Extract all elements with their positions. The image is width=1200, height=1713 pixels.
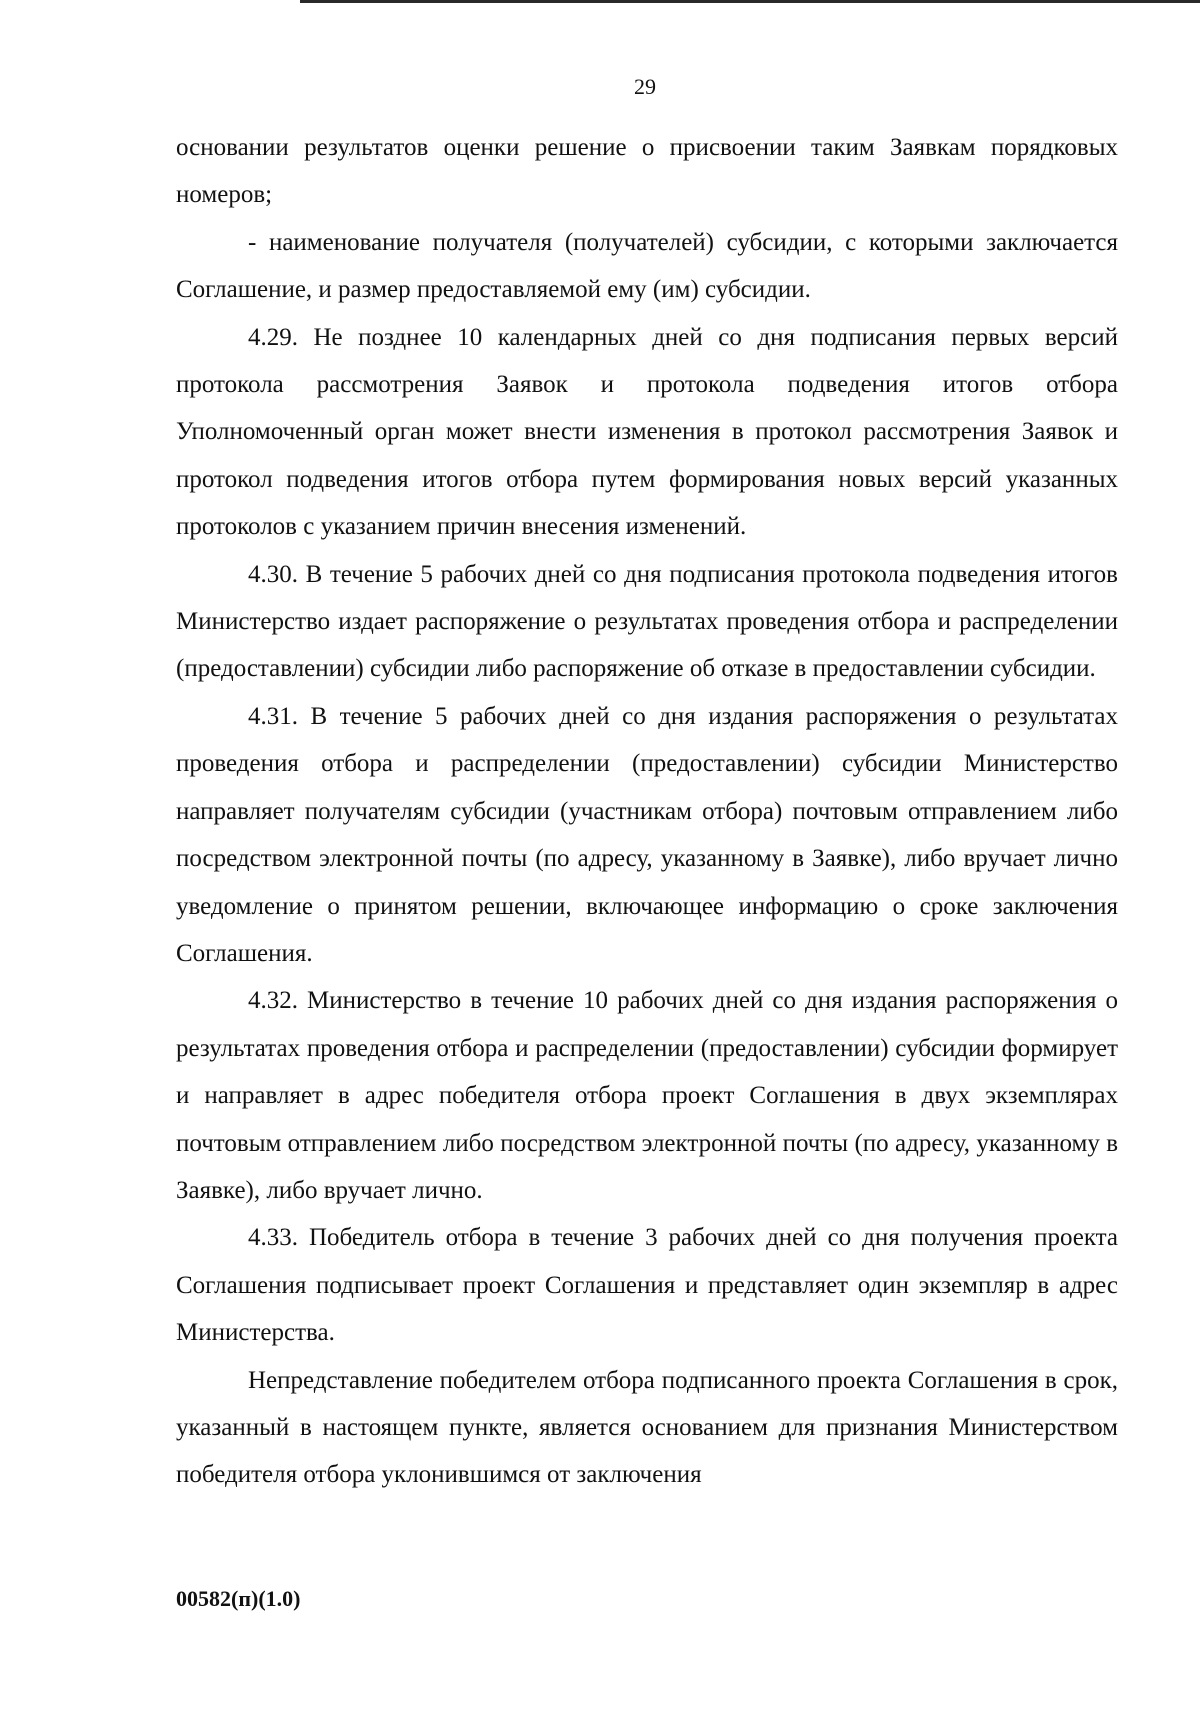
- page-number: 29: [634, 74, 656, 99]
- paragraph-4-31: 4.31. В течение 5 рабочих дней со дня издания распоряжения о результатах проведения отбора и распределении (предоставлении) субсидии Министерство направляет получателям субсидии (участникам отбора) почтовым отправлением либо посредством электронной почты (по адресу, указанному в Заявке), либо вручает лично уведомление о принятом решении, включающее информацию о сроке заключения Соглашения.: [176, 702, 1118, 967]
- paragraph-continuation: основании результатов оценки решение о присвоении таким Заявкам порядковых номеров;: [176, 134, 1118, 209]
- paragraph-non-submission: Непредставление победителем отбора подписанного проекта Соглашения в срок, указанный в настоящем пункте, является основанием для признания Министерством победителя отбора уклонившимся от заключения: [176, 1366, 1118, 1489]
- paragraph-recipient-item: - наименование получателя (получателей) субсидии, с которыми заключается Соглашение, и размер предоставляемой ему (им) субсидии.: [176, 228, 1118, 304]
- document-code: 00582(п)(1.0): [176, 1586, 301, 1611]
- paragraph-4-32: 4.32. Министерство в течение 10 рабочих дней со дня издания распоряжения о результатах проведения отбора и распределении (предоставлении) субсидии формирует и направляет в адрес победителя отбора проект Соглашения в двух экземплярах почтовым отправлением либо посредством электронной почты (по адресу, указанному в Заявке), либо вручает лично.: [176, 987, 1118, 1204]
- top-scan-border: [300, 0, 1200, 3]
- document-body: [176, 124, 1118, 1499]
- paragraph-4-29: 4.29. Не позднее 10 календарных дней со дня подписания первых версий протокола рассмотрения Заявок и протокола подведения итогов отбора Уполномоченный орган может внести изменения в протокол рассмотрения Заявок и протокол подведения итогов отбора путем формирования новых версий указанных протоколов с указанием причин внесения изменений.: [176, 323, 1118, 541]
- paragraph-4-33: 4.33. Победитель отбора в течение 3 рабочих дней со дня получения проекта Соглашения подписывает проект Соглашения и представляет один экземпляр в адрес Министерства.: [176, 1224, 1118, 1347]
- paragraph-4-30: 4.30. В течение 5 рабочих дней со дня подписания протокола подведения итогов Министерство издает распоряжение о результатах проведения отбора и распределении (предоставлении) субсидии либо распоряжение об отказе в предоставлении субсидии.: [176, 560, 1118, 683]
